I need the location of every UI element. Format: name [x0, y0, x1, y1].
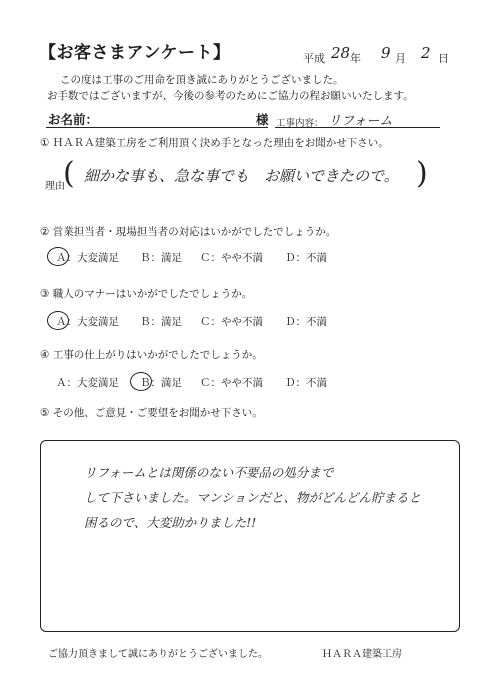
q4-option-c: Ｃ：やや不満 — [200, 377, 263, 389]
q4-option-a: Ａ：大変満足 — [56, 377, 119, 389]
q1-answer: 細かな事も、急な事でも お願いできたので。 — [84, 167, 399, 185]
q3-option-a: Ａ：大変満足 — [56, 316, 119, 328]
date-month-unit: 月 — [395, 52, 406, 65]
q3-label: ③ 職人のマナーはいかがでしたでしょうか。 — [40, 288, 253, 300]
q1-paren-right: ) — [416, 156, 428, 191]
work-underline — [275, 127, 440, 128]
name-underline — [46, 127, 268, 128]
footer-company: ＨＡＲＡ建築工房 — [322, 649, 402, 660]
q2-option-d: Ｄ：不満 — [285, 252, 327, 264]
q5-answer-line-3: 困るので、大変助かりました!! — [84, 515, 257, 530]
q2-label: ② 営業担当者・現場担当者の対応はいかがでしたでしょうか。 — [40, 226, 337, 238]
date-month-value: 9 — [381, 44, 391, 62]
q2-option-b: Ｂ：満足 — [140, 252, 182, 264]
form-title: 【お客さまアンケート】 — [39, 43, 231, 63]
q5-label: ⑤ その他、ご意見・ご要望をお聞かせ下さい。 — [40, 407, 263, 419]
date-day-value: 2 — [421, 44, 431, 62]
q1-reason-label: 理由 — [45, 181, 65, 192]
q3-option-c: Ｃ：やや不満 — [200, 316, 263, 328]
q3-option-b: Ｂ：満足 — [140, 316, 182, 328]
honorific: 様 — [256, 112, 269, 127]
q3-option-d: Ｄ：不満 — [285, 316, 327, 328]
q1-label: ① ＨＡＲＡ建築工房をご利用頂く決め手となった理由をお聞かせ下さい。 — [40, 137, 389, 149]
work-value: リフォーム — [328, 114, 393, 129]
name-label: お名前： — [48, 112, 99, 127]
q5-answer-line-2: して下さいました。マンションだと、物がどんどん貯まると — [84, 490, 421, 505]
q1-paren-left: ( — [63, 156, 75, 191]
date-year-unit: 年 — [350, 52, 361, 65]
date-year-value: 28 — [331, 44, 351, 62]
footer-thanks: ご協力頂きまして誠にありがとうございました。 — [48, 649, 268, 660]
date-day-unit: 日 — [438, 52, 449, 65]
intro-line-2: お手数ではございますが、今後の参考のためにご協力の程お願いいたします。 — [47, 90, 414, 102]
intro-line-1: この度は工事のご用命を頂き誠にありがとうございました。 — [60, 74, 344, 86]
q4-option-b: Ｂ：満足 — [140, 377, 182, 389]
work-label: 工事内容： — [276, 118, 324, 129]
date-era: 平成 — [303, 52, 325, 65]
q4-option-d: Ｄ：不満 — [285, 377, 327, 389]
q5-answer-line-1: リフォームとは関係のない不要品の処分まで — [84, 465, 334, 480]
q2-option-c: Ｃ：やや不満 — [200, 252, 263, 264]
q2-option-a: Ａ：大変満足 — [56, 252, 119, 264]
q4-label: ④ 工事の仕上がりはいかがでしたでしょうか。 — [40, 349, 263, 361]
